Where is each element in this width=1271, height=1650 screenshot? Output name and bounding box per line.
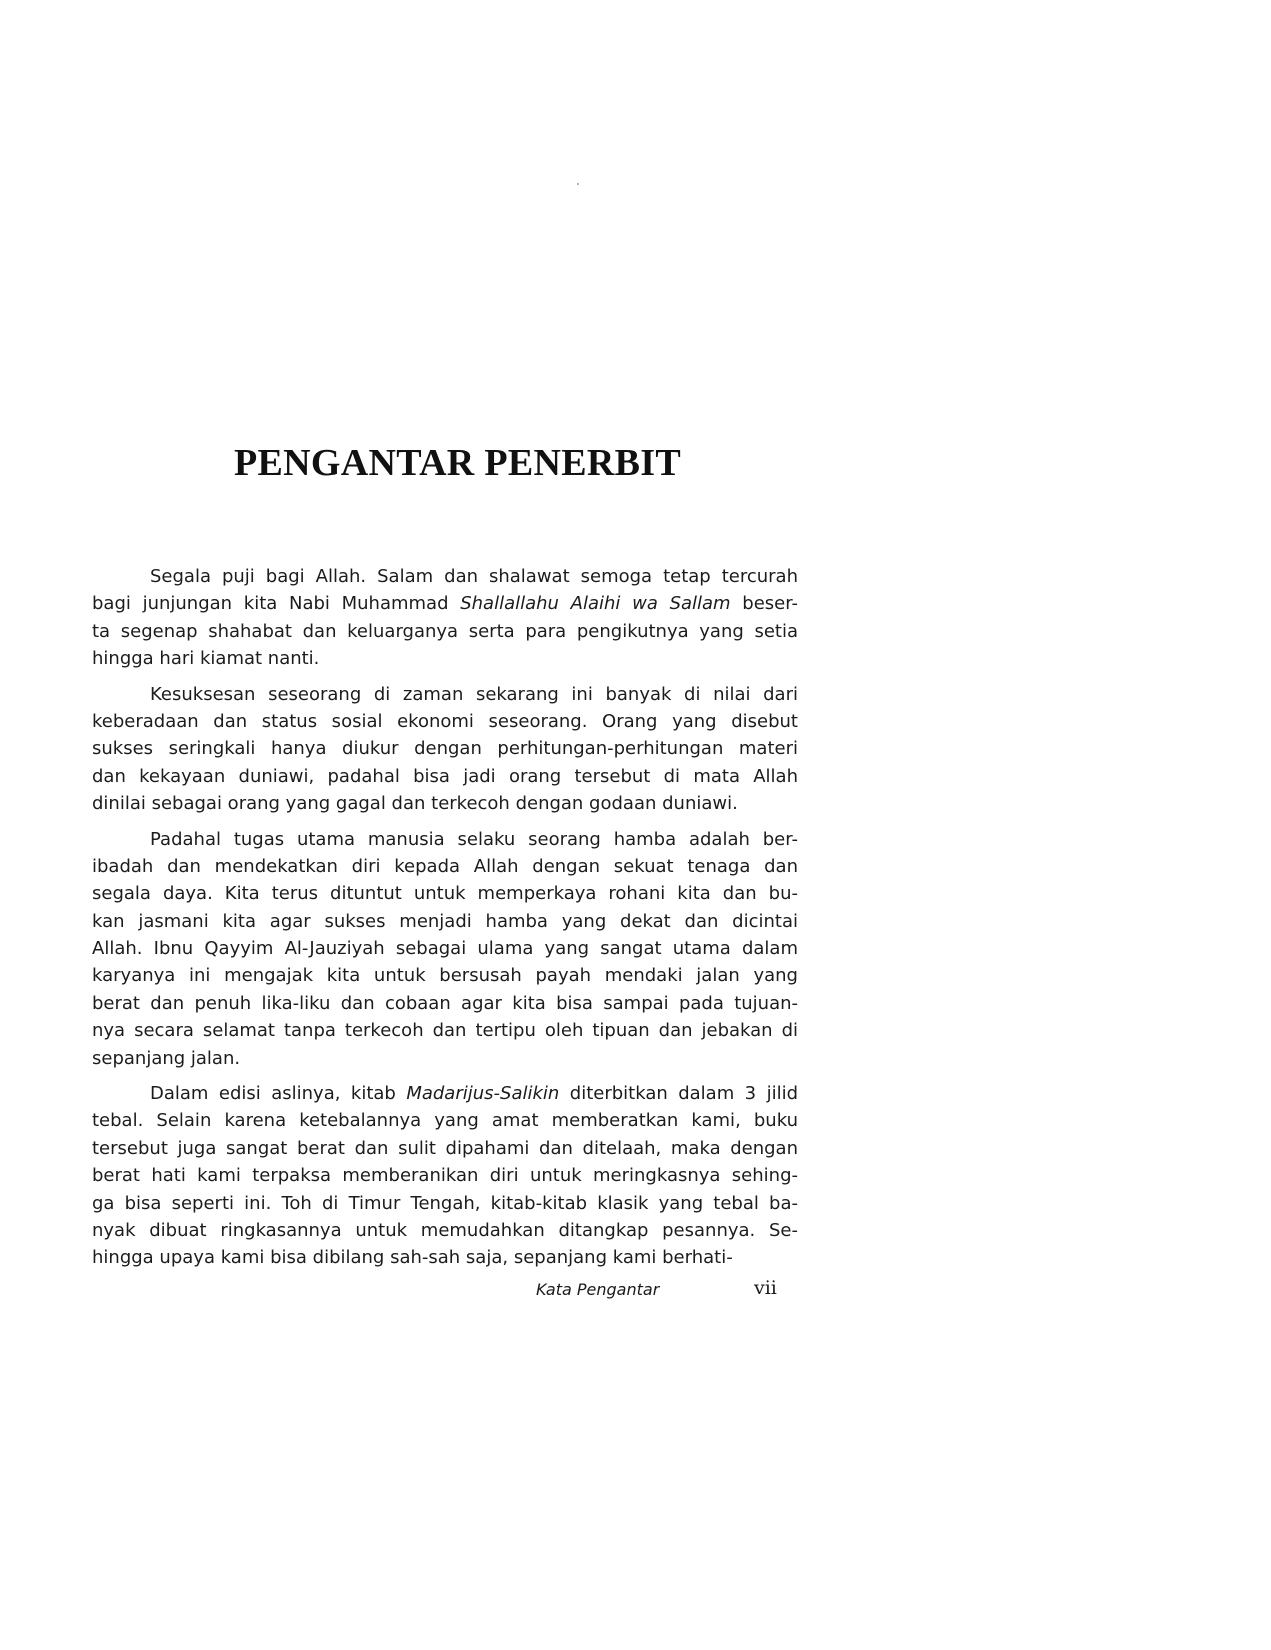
text-line: berat hati kami terpaksa memberanikan diri untuk meringkasnya sehing- bbox=[92, 1165, 798, 1187]
text-line: ibadah dan mendekatkan diri kepada Allah dengan sekuat tenaga dan bbox=[92, 855, 798, 877]
page-title: PENGANTAR PENERBIT bbox=[234, 442, 682, 484]
text-line: karyanya ini mengajak kita untuk bersusah payah mendaki jalan yang bbox=[92, 965, 798, 987]
text-line: ga bisa seperti ini. Toh di Timur Tengah, kitab-kitab klasik yang tebal ba- bbox=[92, 1192, 798, 1214]
body-text bbox=[92, 563, 798, 1272]
paragraph bbox=[92, 826, 798, 1073]
text-line: nya secara selamat tanpa terkecoh dan tertipu oleh tipuan dan jebakan di bbox=[92, 1020, 798, 1042]
paragraph-gap bbox=[92, 1072, 798, 1080]
text-line: ta segenap shahabat dan keluarganya serta para pengikutnya yang setia bbox=[92, 620, 798, 642]
italic-term: Madarijus-Salikin bbox=[406, 1083, 560, 1105]
page-number: vii bbox=[754, 1277, 777, 1299]
text-line: kan jasmani kita agar sukses menjadi hamba yang dekat dan dicintai bbox=[92, 910, 798, 932]
text-line: Allah. Ibnu Qayyim Al-Jauziyah sebagai ulama yang sangat utama dalam bbox=[92, 938, 798, 960]
paragraph bbox=[92, 563, 798, 673]
text-line: Kesuksesan seseorang di zaman sekarang ini banyak di nilai dari bbox=[150, 683, 798, 705]
text-line: segala daya. Kita terus dituntut untuk memperkaya rohani kita dan bu- bbox=[92, 883, 798, 905]
paragraph-gap bbox=[92, 818, 798, 826]
text-line: Segala puji bagi Allah. Salam dan shalawat semoga tetap tercurah bbox=[150, 566, 798, 587]
text-line: dinilai sebagai orang yang gagal dan terkecoh dengan godaan duniawi. bbox=[92, 793, 738, 815]
text-line: bagi junjungan kita Nabi Muhammad Shallallahu Alaihi wa Sallam beser- bbox=[92, 593, 798, 615]
text-line: tebal. Selain karena ketebalannya yang amat memberatkan kami, buku bbox=[92, 1110, 798, 1132]
italic-term: Shallallahu Alaihi wa Sallam bbox=[460, 593, 731, 615]
running-footer-label: Kata Pengantar bbox=[536, 1280, 660, 1299]
text-line: keberadaan dan status sosial ekonomi seseorang. Orang yang disebut bbox=[92, 710, 798, 732]
paragraph-gap bbox=[92, 673, 798, 681]
text-line: berat dan penuh lika-liku dan cobaan agar kita bisa sampai pada tujuan- bbox=[92, 992, 798, 1014]
text-line: nyak dibuat ringkasannya untuk memudahkan ditangkap pesannya. Se- bbox=[92, 1219, 798, 1241]
scan-speck bbox=[577, 183, 579, 185]
text-line: hingga upaya kami bisa dibilang sah-sah saja, sepanjang kami berhati- bbox=[92, 1247, 733, 1269]
paragraph bbox=[92, 1080, 798, 1272]
text-line: sepanjang jalan. bbox=[92, 1047, 241, 1069]
text-line: Dalam edisi aslinya, kitab Madarijus-Salikin diterbitkan dalam 3 jilid bbox=[150, 1083, 798, 1105]
text-line: hingga hari kiamat nanti. bbox=[92, 648, 320, 670]
text-line: tersebut juga sangat berat dan sulit dipahami dan ditelaah, maka dengan bbox=[92, 1137, 798, 1159]
text-line: sukses seringkali hanya diukur dengan perhitungan-perhitungan materi bbox=[92, 738, 798, 760]
paragraph bbox=[92, 681, 798, 818]
text-line: dan kekayaan duniawi, padahal bisa jadi orang tersebut di mata Allah bbox=[92, 765, 798, 787]
text-line: Padahal tugas utama manusia selaku seorang hamba adalah ber- bbox=[150, 828, 798, 850]
